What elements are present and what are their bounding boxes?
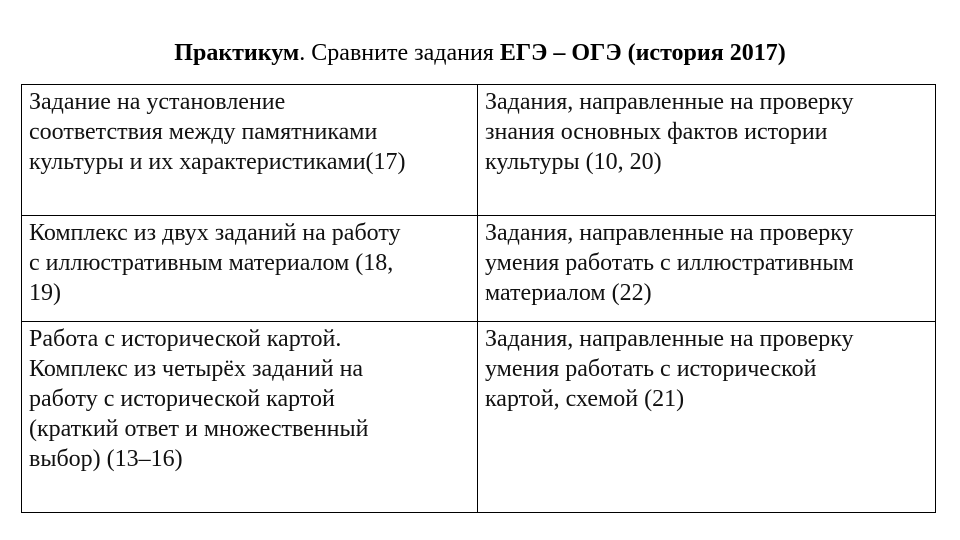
title-bold-prefix: Практикум xyxy=(174,40,300,66)
cell-line: Комплекс из двух заданий на работу xyxy=(29,220,401,246)
table-cell-ege xyxy=(22,85,478,216)
cell-line: Задание на установление xyxy=(29,89,286,115)
table-cell-ege xyxy=(22,216,478,322)
cell-line: умения работать с исторической xyxy=(485,356,817,382)
cell-line: культуры и их характеристиками(17) xyxy=(29,149,406,175)
cell-line: с иллюстративным материалом (18, xyxy=(29,250,394,276)
cell-line: Комплекс из четырёх заданий на xyxy=(29,356,364,382)
table-cell-oge xyxy=(478,85,936,216)
table-row xyxy=(22,322,936,513)
cell-line: Задания, направленные на проверку xyxy=(485,326,854,352)
cell-line: (краткий ответ и множественный xyxy=(29,416,369,442)
cell-line: Задания, направленные на проверку xyxy=(485,220,854,246)
title-bold-suffix: ЕГЭ – ОГЭ (история 2017) xyxy=(499,40,786,66)
cell-line: 19) xyxy=(29,280,61,306)
cell-line: выбор) (13–16) xyxy=(29,446,183,472)
cell-line: знания основных фактов истории xyxy=(485,119,828,145)
page-title xyxy=(0,38,960,68)
cell-line: умения работать с иллюстративным xyxy=(485,250,854,276)
table-row xyxy=(22,85,936,216)
table-row xyxy=(22,216,936,322)
table-cell-oge xyxy=(478,216,936,322)
cell-line: культуры (10, 20) xyxy=(485,149,662,175)
comparison-table xyxy=(21,84,936,513)
cell-line: Задания, направленные на проверку xyxy=(485,89,854,115)
cell-line: работу с исторической картой xyxy=(29,386,335,412)
cell-line: картой, схемой (21) xyxy=(485,386,685,412)
table-cell-ege xyxy=(22,322,478,513)
cell-line: материалом (22) xyxy=(485,280,652,306)
cell-line: Работа с исторической картой. xyxy=(29,326,342,352)
title-middle: . Сравните задания xyxy=(299,40,500,66)
table-cell-oge xyxy=(478,322,936,513)
cell-line: соответствия между памятниками xyxy=(29,119,378,145)
